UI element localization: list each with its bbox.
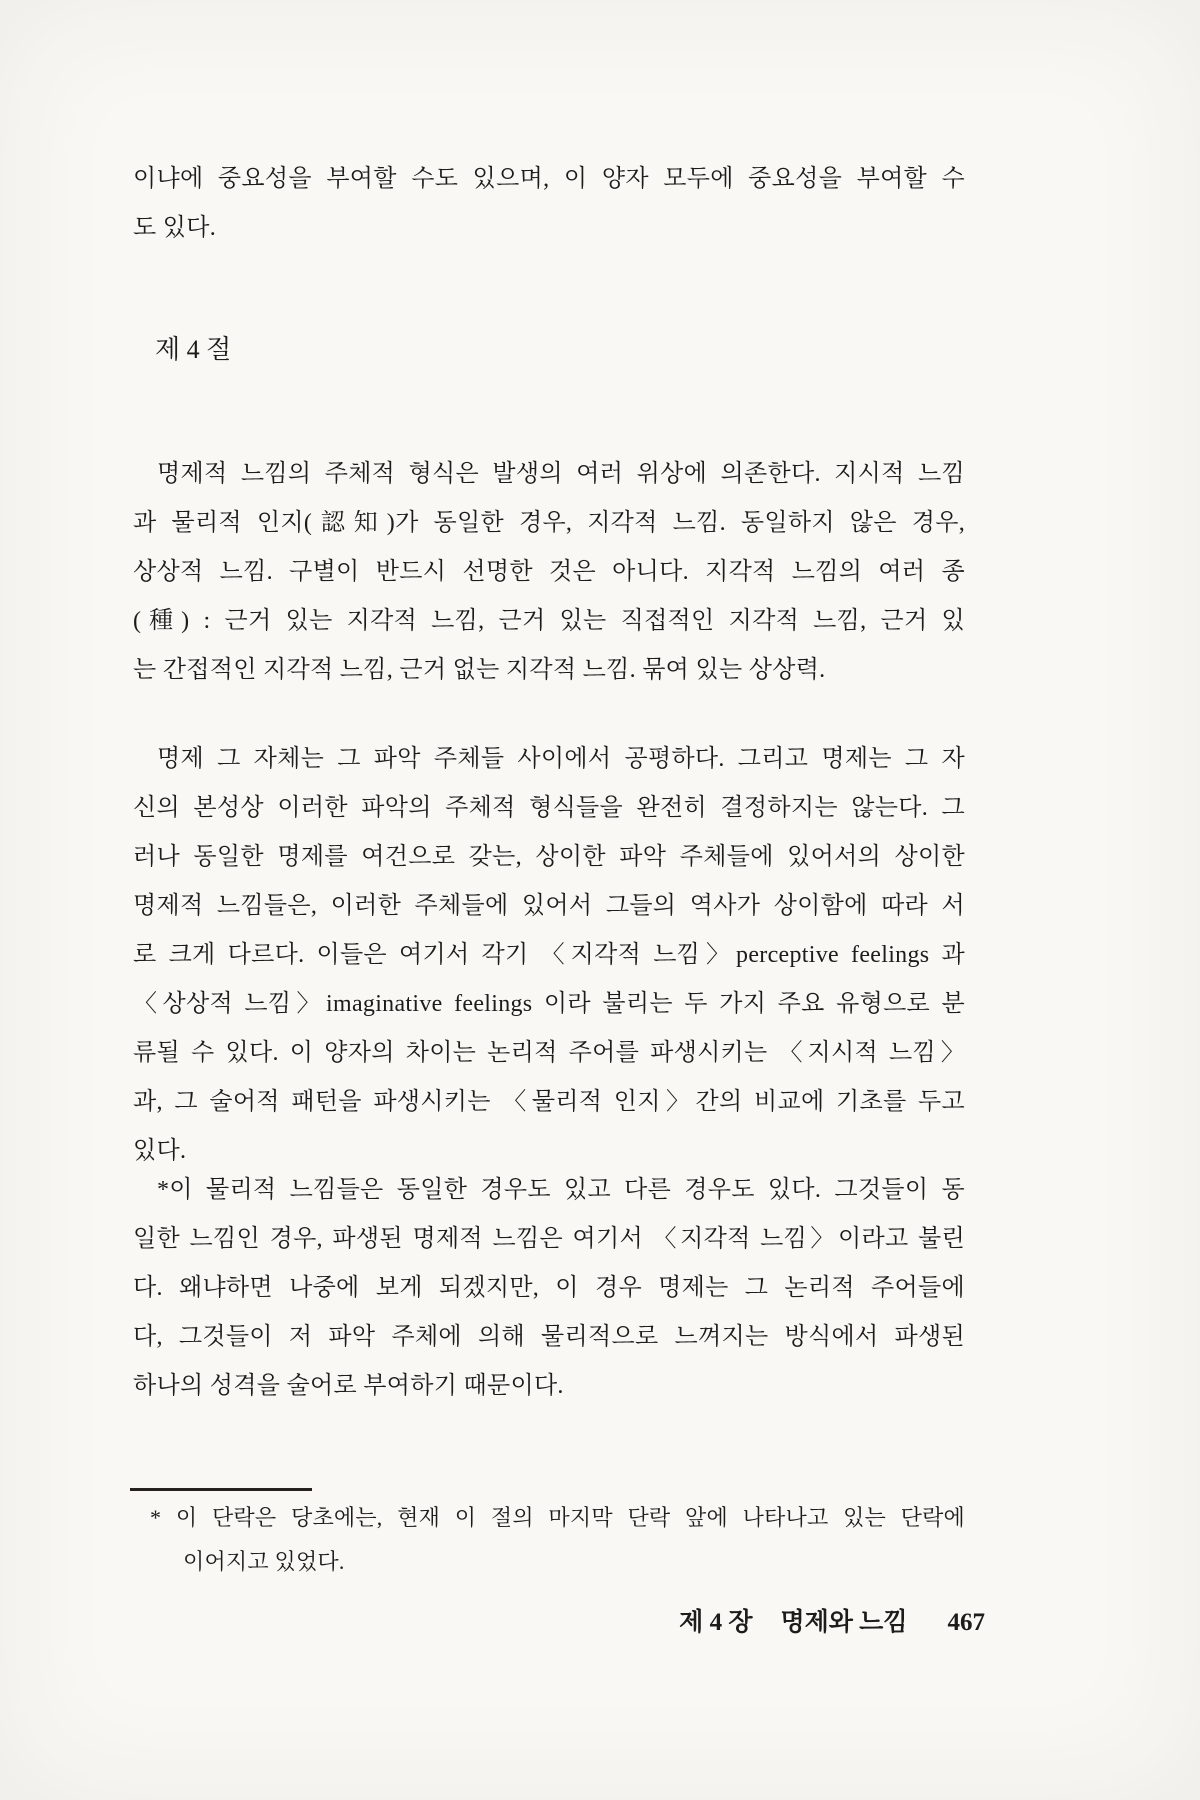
text-line: 있다. (133, 1138, 187, 1164)
footer-chapter-label: 제 4 장 (679, 1609, 753, 1636)
text-line: 다. 왜냐하면 나중에 보게 되겠지만, 이 경우 명제는 그 논리적 주어들에 (133, 1275, 965, 1301)
text-line: 과, 그 술어적 패턴을 파생시키는 〈물리적 인지〉간의 비교에 기초를 두고 (133, 1089, 965, 1115)
text-line: 이냐에 중요성을 부여할 수도 있으며, 이 양자 모두에 중요성을 부여할 수 (133, 166, 965, 192)
main-paragraph (133, 735, 965, 1176)
footnote-divider (130, 1488, 312, 1491)
text-line: 는 간접적인 지각적 느낌, 근거 없는 지각적 느낌. 묶여 있는 상상력. (133, 657, 826, 683)
text-line: 이어지고 있었다. (183, 1549, 345, 1574)
footer-page-number: 467 (947, 1609, 985, 1636)
text-line: 러나 동일한 명제를 여건으로 갖는, 상이한 파악 주체들에 있어서의 상이한 (133, 844, 965, 870)
text-line: 신의 본성상 이러한 파악의 주체적 형식들을 완전히 결정하지는 않는다. 그 (133, 795, 965, 821)
text-line: *이 물리적 느낌들은 동일한 경우도 있고 다른 경우도 있다. 그것들이 동 (157, 1177, 965, 1203)
text-line: 도 있다. (133, 215, 217, 241)
section-heading: 제 4 절 (155, 335, 232, 364)
text-line: 명제적 느낌의 주체적 형식은 발생의 여러 위상에 의존한다. 지시적 느낌 (157, 461, 965, 487)
text-line: 하나의 성격을 술어로 부여하기 때문이다. (133, 1373, 564, 1399)
text-line: 상상적 느낌. 구별이 반드시 선명한 것은 아니다. 지각적 느낌의 여러 종 (133, 559, 965, 585)
text-line: * 이 단락은 당초에는, 현재 이 절의 마지막 단락 앞에 나타나고 있는 단락에 (150, 1505, 965, 1530)
text-line: 명제 그 자체는 그 파악 주체들 사이에서 공평하다. 그리고 명제는 그 자 (157, 746, 965, 772)
text-line: 명제적 느낌들은, 이러한 주체들에 있어서 그들의 역사가 상이함에 따라 서 (133, 893, 965, 919)
summary-paragraph (133, 450, 965, 695)
text-line: 다, 그것들이 저 파악 주체에 의해 물리적으로 느껴지는 방식에서 파생된 (133, 1324, 965, 1350)
text-line: 과 물리적 인지(認知)가 동일한 경우, 지각적 느낌. 동일하지 않은 경우, (133, 510, 965, 536)
text-line: 일한 느낌인 경우, 파생된 명제적 느낌은 여기서 〈지각적 느낌〉이라고 불린 (133, 1226, 965, 1252)
text-line: 로 크게 다르다. 이들은 여기서 각기 〈지각적 느낌〉perceptive feelings 과 (133, 942, 965, 968)
carryover-paragraph (133, 155, 965, 253)
footer-chapter-title: 명제와 느낌 (780, 1609, 908, 1636)
text-line: (種) : 근거 있는 지각적 느낌, 근거 있는 직접적인 지각적 느낌, 근거 있 (133, 608, 965, 634)
footnote-paragraph (150, 1496, 965, 1584)
page-footer (133, 1601, 985, 1645)
text-line: 〈상상적 느낌〉imaginative feelings 이라 불리는 두 가지 주요 유형으로 분 (133, 991, 965, 1017)
text-line: 류될 수 있다. 이 양자의 차이는 논리적 주어를 파생시키는 〈지시적 느낌〉 (133, 1040, 965, 1066)
asterisk-paragraph (133, 1166, 965, 1411)
